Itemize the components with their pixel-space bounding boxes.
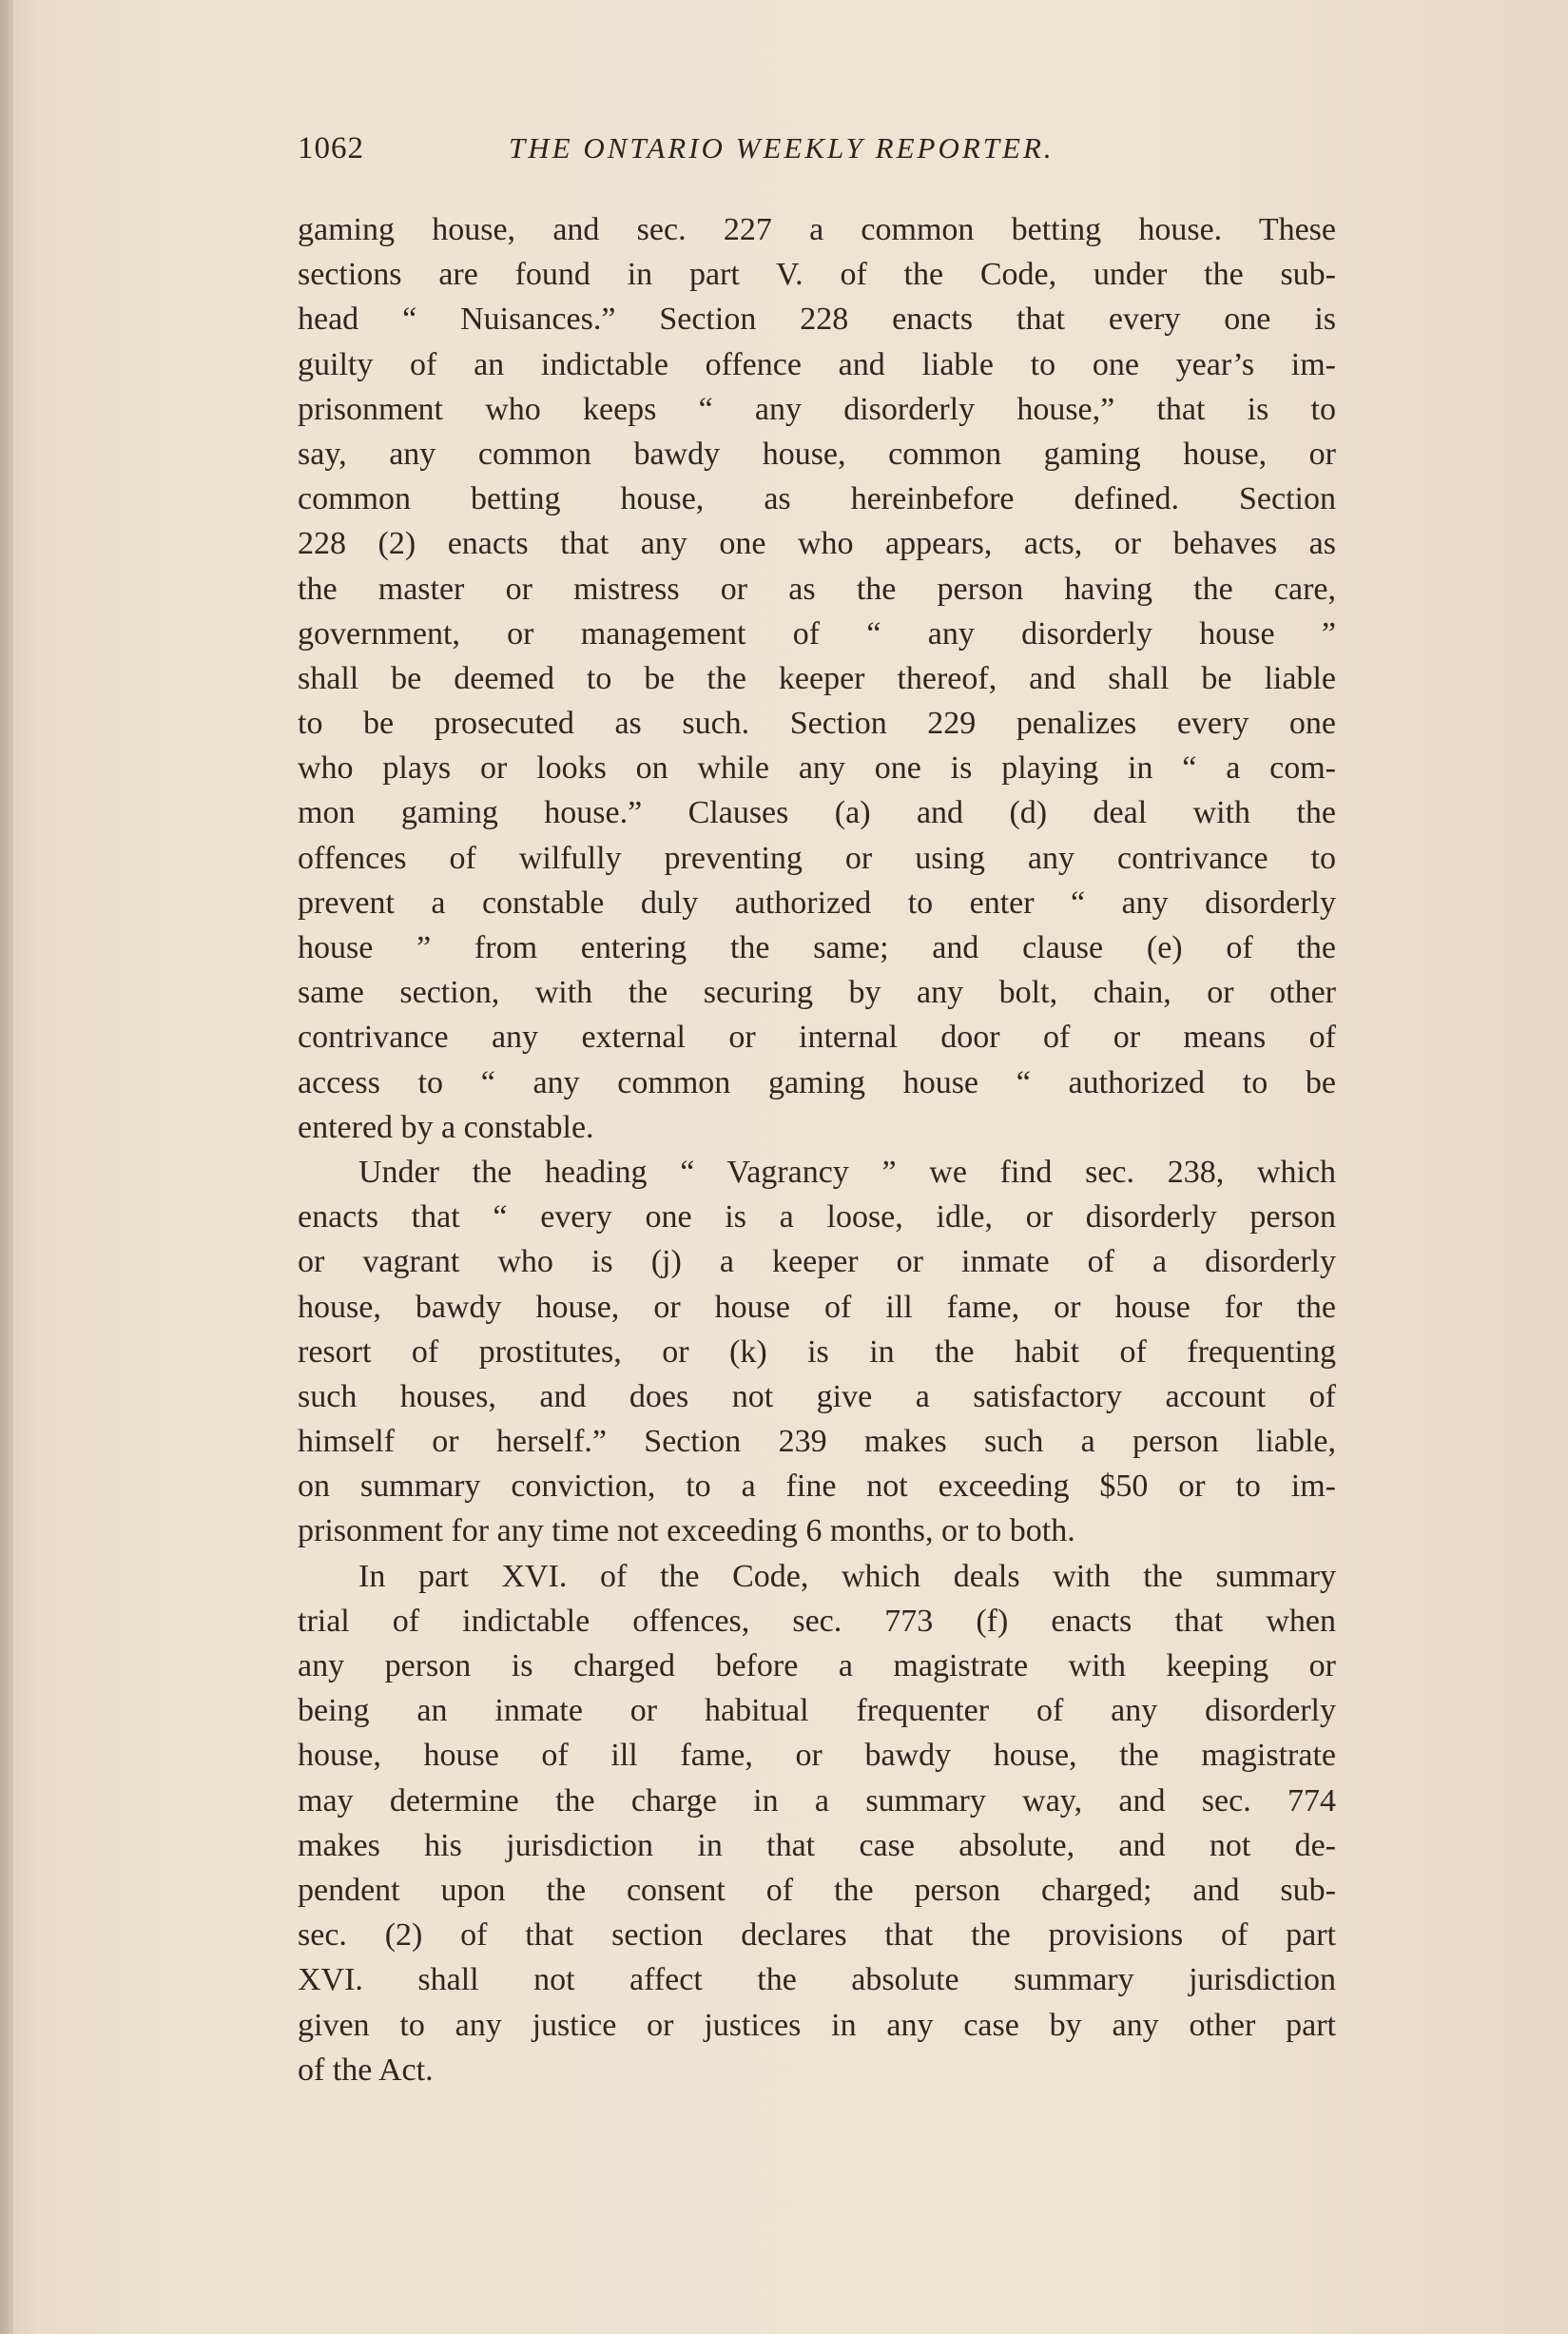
text-line: being an inmate or habitual frequenter of any disorderly (298, 1693, 1336, 1729)
text-line: access to “ any common gaming house “ authorized to be (298, 1064, 1336, 1100)
text-line: the master or mistress or as the person having the care, (298, 571, 1336, 607)
text-line: to be prosecuted as such. Section 229 penalizes every one (298, 706, 1336, 742)
text-line: Under the heading “ Vagrancy ” we find sec. 238, which (358, 1154, 1336, 1190)
text-line: pendent upon the consent of the person charged; and sub- (298, 1872, 1336, 1908)
page-header (298, 131, 1344, 169)
text-line: XVI. shall not affect the absolute summary jurisdiction (298, 1962, 1336, 1998)
text-line: himself or herself.” Section 239 makes such a person liable, (298, 1424, 1336, 1460)
text-line: house, bawdy house, or house of ill fame, or house for the (298, 1289, 1336, 1325)
text-line: trial of indictable offences, sec. 773 (f) enacts that when (298, 1603, 1336, 1639)
text-line: who plays or looks on while any one is playing in “ a com- (298, 750, 1336, 787)
text-line: In part XVI. of the Code, which deals with the summary (358, 1558, 1336, 1594)
text-line: common betting house, as hereinbefore defined. Section (298, 481, 1336, 517)
text-line: shall be deemed to be the keeper thereof, and shall be liable (298, 660, 1336, 696)
text-line: offences of wilfully preventing or using any contrivance to (298, 840, 1336, 876)
body-text (298, 207, 1336, 2092)
text-line: head “ Nuisances.” Section 228 enacts that every one is (298, 301, 1336, 338)
text-line: sections are found in part V. of the Code, under the sub- (298, 257, 1336, 293)
text-line: or vagrant who is (j) a keeper or inmate of a disorderly (298, 1244, 1336, 1280)
text-line: resort of prostitutes, or (k) is in the habit of frequenting (298, 1333, 1336, 1370)
text-line: prisonment for any time not exceeding 6 months, or to both. (298, 1513, 1075, 1549)
text-line: same section, with the securing by any bolt, chain, or other (298, 975, 1336, 1011)
text-line: any person is charged before a magistrate with keeping or (298, 1648, 1336, 1683)
paragraph (298, 1554, 1336, 2092)
text-line: makes his jurisdiction in that case absolute, and not de- (298, 1827, 1336, 1863)
text-line: sec. (2) of that section declares that the provisions of part (298, 1917, 1336, 1954)
text-line: given to any justice or justices in any case by any other part (298, 2007, 1336, 2043)
text-line: government, or management of “ any disorderly house ” (298, 615, 1336, 652)
text-line: guilty of an indictable offence and liable to one year’s im- (298, 346, 1336, 382)
page-number: 1062 (298, 131, 364, 165)
text-line: such houses, and does not give a satisfactory account of (298, 1378, 1336, 1414)
text-line: house ” from entering the same; and clause (e) of the (298, 930, 1336, 965)
book-spine-edge (0, 0, 13, 2334)
text-line: prisonment who keeps “ any disorderly house,” that is to (298, 391, 1336, 427)
text-line: 228 (2) enacts that any one who appears, acts, or behaves as (298, 526, 1336, 562)
text-line: prevent a constable duly authorized to enter “ any disorderly (298, 885, 1336, 921)
text-line: gaming house, and sec. 227 a common betting house. These (298, 212, 1336, 247)
text-line: enacts that “ every one is a loose, idle, or disorderly person (298, 1199, 1336, 1235)
paragraph (298, 207, 1336, 1150)
text-line: may determine the charge in a summary way, and sec. 774 (298, 1782, 1336, 1819)
text-line: mon gaming house.” Clauses (a) and (d) deal with the (298, 795, 1336, 831)
running-title: THE ONTARIO WEEKLY REPORTER. (509, 131, 1055, 165)
text-line: house, house of ill fame, or bawdy house, the magistrate (298, 1738, 1336, 1774)
text-line: entered by a constable. (298, 1109, 594, 1145)
paragraph (298, 1150, 1336, 1554)
text-line: say, any common bawdy house, common gaming house, or (298, 436, 1336, 472)
text-line: on summary conviction, to a fine not exceeding $50 or to im- (298, 1468, 1336, 1505)
text-line: of the Act. (298, 2052, 434, 2088)
text-line: contrivance any external or internal door of or means of (298, 1020, 1336, 1056)
